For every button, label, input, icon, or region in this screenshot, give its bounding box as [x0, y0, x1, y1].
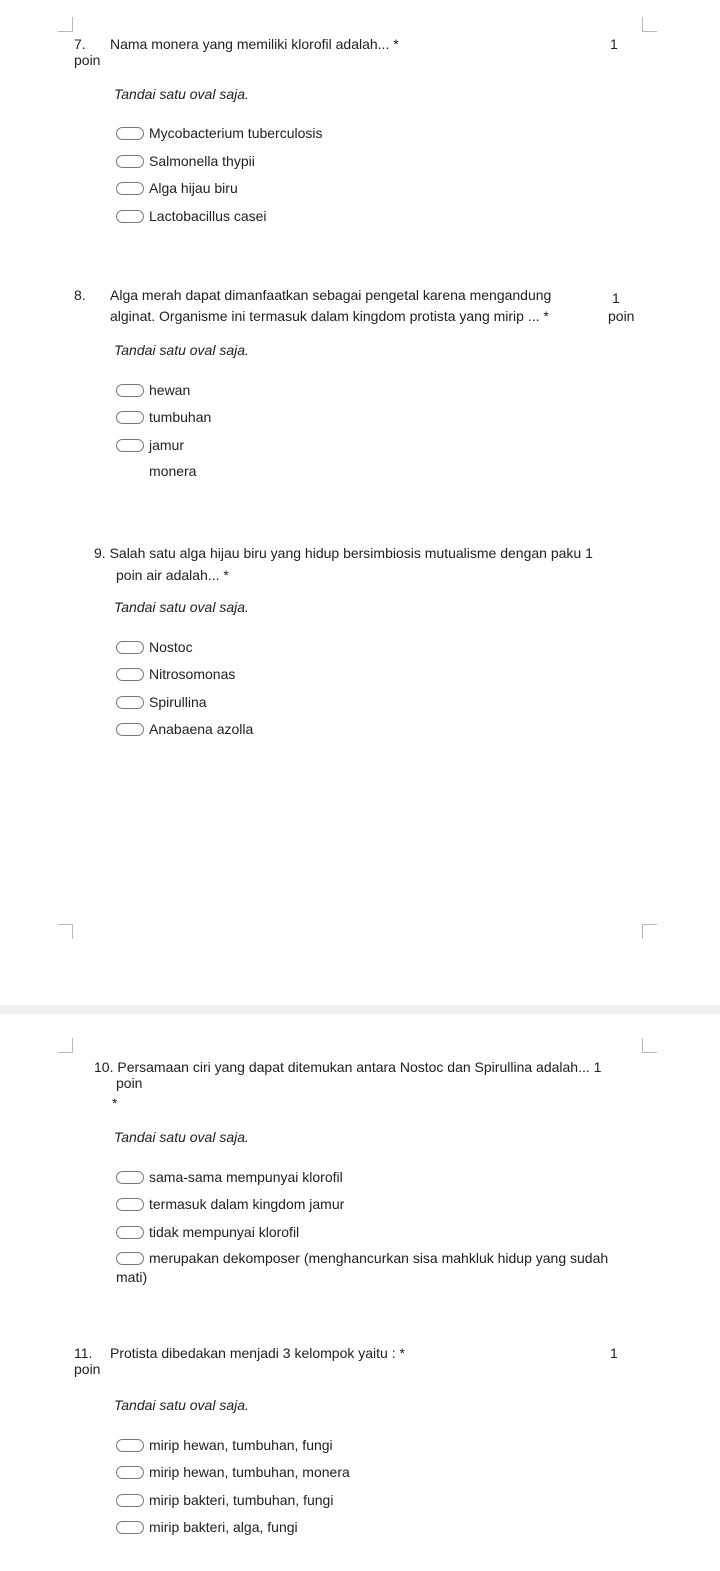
- option-mempunyai-klorofil[interactable]: [116, 1167, 343, 1187]
- option-label: Nitrosomonas: [149, 666, 236, 682]
- option-label: monera: [149, 463, 197, 479]
- points-value: 1: [612, 290, 620, 306]
- option-mycobacterium[interactable]: [116, 123, 323, 143]
- crop-mark-top-right: [642, 1038, 657, 1053]
- option-hewan[interactable]: [116, 380, 190, 400]
- option-label: Anabaena azolla: [149, 721, 254, 737]
- option-label: tidak mempunyai klorofil: [149, 1224, 300, 1240]
- radio-oval[interactable]: [116, 1198, 144, 1211]
- crop-mark-top-left: [58, 17, 73, 32]
- radio-oval[interactable]: [116, 1521, 144, 1534]
- question-text-line-1: Alga merah dapat dimanfaatkan sebagai pengetal karena mengandung: [110, 287, 552, 303]
- option-label: termasuk dalam kingdom jamur: [149, 1196, 345, 1212]
- radio-oval[interactable]: [116, 1252, 144, 1265]
- option-label: mirip bakteri, alga, fungi: [149, 1519, 298, 1535]
- radio-oval[interactable]: [116, 696, 144, 709]
- question-text-line-2: poin air adalah... *: [116, 567, 229, 583]
- radio-oval[interactable]: [116, 155, 144, 168]
- option-label: Nostoc: [149, 639, 193, 655]
- crop-mark-top-left: [58, 1038, 73, 1053]
- option-nostoc[interactable]: [116, 637, 193, 657]
- points-unit: poin: [74, 1361, 101, 1377]
- question-text: Nama monera yang memiliki klorofil adalah... *: [110, 36, 399, 52]
- option-tumbuhan[interactable]: [116, 407, 211, 427]
- radio-oval[interactable]: [116, 723, 144, 736]
- radio-oval[interactable]: [116, 1171, 144, 1184]
- document-page-2: [0, 1014, 720, 1571]
- question-number: 7.: [74, 36, 86, 52]
- radio-oval[interactable]: [116, 210, 144, 223]
- question-text-line-2: alginat. Organisme ini termasuk dalam kingdom protista yang mirip ... *: [110, 308, 549, 324]
- option-hewan-tumbuhan-monera[interactable]: [116, 1462, 350, 1482]
- radio-oval[interactable]: [116, 1466, 144, 1479]
- question-number: 11.: [74, 1345, 93, 1361]
- instruction-hint: Tandai satu oval saja.: [114, 599, 249, 615]
- points-value: 1: [610, 1345, 618, 1361]
- option-salmonella[interactable]: [116, 151, 255, 171]
- option-kingdom-jamur[interactable]: [116, 1194, 344, 1214]
- option-jamur[interactable]: [116, 435, 184, 455]
- option-dekomposer[interactable]: [116, 1248, 608, 1268]
- radio-oval[interactable]: [116, 411, 144, 424]
- instruction-hint: Tandai satu oval saja.: [114, 1129, 249, 1145]
- option-label: Spirullina: [149, 694, 207, 710]
- option-label: hewan: [149, 382, 191, 398]
- radio-oval[interactable]: [116, 641, 144, 654]
- crop-mark-bottom-left: [58, 924, 73, 939]
- question-text: Protista dibedakan menjadi 3 kelompok yaitu : *: [110, 1345, 405, 1361]
- crop-mark-top-right: [642, 17, 657, 32]
- option-lactobacillus[interactable]: [116, 206, 267, 226]
- option-label: Salmonella thypii: [149, 153, 255, 169]
- radio-oval[interactable]: [116, 1439, 144, 1452]
- radio-oval[interactable]: [116, 1494, 144, 1507]
- points-unit: poin: [74, 52, 101, 68]
- option-label: mirip hewan, tumbuhan, fungi: [149, 1437, 333, 1453]
- option-hewan-tumbuhan-fungi[interactable]: [116, 1435, 333, 1455]
- instruction-hint: Tandai satu oval saja.: [114, 342, 249, 358]
- option-label: mirip hewan, tumbuhan, monera: [149, 1464, 350, 1480]
- radio-oval[interactable]: [116, 127, 144, 140]
- points-unit: poin: [608, 308, 635, 324]
- option-nitrosomonas[interactable]: [116, 664, 235, 684]
- question-text-line-2: poin: [116, 1075, 143, 1091]
- radio-oval[interactable]: [116, 439, 144, 452]
- option-bakteri-alga-fungi[interactable]: [116, 1517, 298, 1537]
- option-tidak-klorofil[interactable]: [116, 1222, 299, 1242]
- instruction-hint: Tandai satu oval saja.: [114, 86, 249, 102]
- option-label: Mycobacterium tuberculosis: [149, 125, 323, 141]
- option-monera[interactable]: [116, 461, 196, 481]
- option-label-continuation: mati): [116, 1269, 148, 1285]
- question-text-line-1: 10. Persamaan ciri yang dapat ditemukan antara Nostoc dan Spirullina adalah... 1: [94, 1059, 602, 1075]
- option-spirullina[interactable]: [116, 692, 207, 712]
- required-marker: *: [112, 1095, 118, 1111]
- option-alga-hijau-biru[interactable]: [116, 178, 238, 198]
- option-anabaena[interactable]: [116, 719, 253, 739]
- option-label: Lactobacillus casei: [149, 208, 267, 224]
- option-label: jamur: [149, 437, 185, 453]
- option-bakteri-tumbuhan-fungi[interactable]: [116, 1490, 333, 1510]
- radio-oval[interactable]: [116, 1226, 144, 1239]
- option-label: mirip bakteri, tumbuhan, fungi: [149, 1492, 334, 1508]
- question-number: 8.: [74, 287, 86, 303]
- instruction-hint: Tandai satu oval saja.: [114, 1397, 249, 1413]
- radio-oval[interactable]: [116, 668, 144, 681]
- crop-mark-bottom-right: [642, 924, 657, 939]
- option-label: sama-sama mempunyai klorofil: [149, 1169, 343, 1185]
- radio-oval[interactable]: [116, 182, 144, 195]
- question-text-line-1: 9. Salah satu alga hijau biru yang hidup bersimbiosis mutualisme dengan paku 1: [94, 545, 593, 561]
- page-separator: [0, 1005, 720, 1014]
- points-value: 1: [610, 36, 618, 52]
- option-label: merupakan dekomposer (menghancurkan sisa mahkluk hidup yang sudah: [149, 1250, 609, 1266]
- option-label: tumbuhan: [149, 409, 212, 425]
- option-label: Alga hijau biru: [149, 180, 238, 196]
- radio-oval[interactable]: [116, 384, 144, 397]
